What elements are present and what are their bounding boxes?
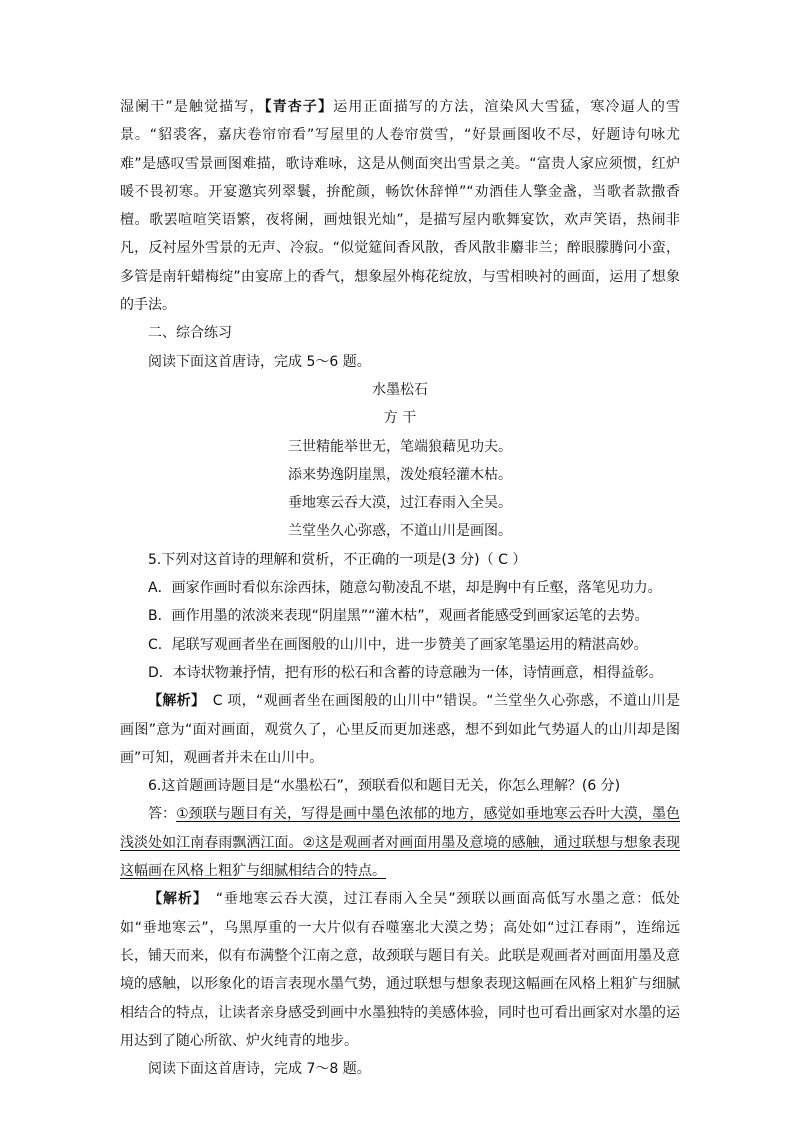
- poem-author: 方 干: [383, 410, 417, 427]
- reading-instruction: 阅读下面这首唐诗，完成 7～8 题。: [148, 1061, 371, 1078]
- question-6-answer: [120, 800, 680, 885]
- section-heading: 二、综合练习: [148, 325, 232, 342]
- analysis-paragraph: [120, 93, 680, 319]
- analysis-label: 【解析】: [148, 891, 201, 908]
- poem: [120, 376, 680, 546]
- document-page: [120, 93, 680, 1083]
- option-d: D．本诗状物兼抒情，把有形的松石和含蓄的诗意融为一体，诗情画意，相得益彰。: [148, 664, 663, 681]
- poem-line: 添来势逸阴崖黑，泼处痕轻灌木枯。: [288, 466, 512, 483]
- option-b: B．画作用墨的浓淡来表现“阴崖黑”“灌木枯”，观画者能感受到画家运笔的去势。: [148, 608, 649, 625]
- text-run: 湿阑干”是触觉描写，: [120, 99, 265, 115]
- analysis-text: C 项，“观画者坐在画图般的山川中”错误。“兰堂坐久心弥惑，不道山川是画图”意为“面对画面，观赏久了，心里反而更加迷惑，想不到如此气势逼人的山川却是图画”可知，观画者并未在山川中。: [120, 693, 681, 766]
- analysis-label: 【解析】: [148, 693, 199, 710]
- question-5-stem: 5.下列对这首诗的理解和赏析，不正确的一项是(3 分)（ C ）: [148, 551, 527, 568]
- reading-instruction: 阅读下面这首唐诗，完成 5～6 题。: [148, 353, 371, 370]
- poem-line: 兰堂坐久心弥惑，不道山川是画图。: [288, 523, 512, 540]
- poem-title: 水墨松石: [372, 381, 428, 398]
- text-run: 运用正面描写的方法，渲染风大雪猛，寒冷逼人的雪景。“貂裘客，嘉庆卷帘帘看”写屋里的人卷帘赏雪，“好景画图收不尽，好题诗句咏尤难”是感叹雪景画图难描，歌诗难咏，这是从侧面突出雪景之美。“富贵人家应须惯，红炉暖不畏初寒。开宴邀宾列翠鬟，拚酡颜，畅饮休辞惮”“劝酒佳人擎金盏，当歌者款撒香檀。歌罢喧喧笑语繁，夜将阑，画烛银光灿”，是描写屋内歌舞宴饮，欢声笑语，热闹非凡，反衬屋外雪景的无声、冷寂。“似觉筵间香风散，香风散非麝非兰；醉眼朦腾问小蛮，多管是南轩蜡梅绽”由宴席上的香气，想象屋外梅花绽放，与雪相映衬的画面，运用了想象的手法。: [120, 99, 681, 314]
- analysis-text: “垂地寒云吞大漠，过江春雨入全吴”颈联以画面高低写水墨之意：低处如“垂地寒云”，乌黑厚重的一大片似有吞噬塞北大漠之势；高处如“过江春雨”，连绵远长，铺天而来，似有布满整个江南之意，故颈联与题目有关。此联是观画者对画面用墨及意境的感触，以形象化的语言表现水墨气势，通过联想与想象表现这幅画在风格上粗犷与细腻相结合的特点，让读者亲身感受到画中水墨独特的美感体验，同时也可看出画家对水墨的运用达到了随心所欲、炉火纯青的地步。: [120, 891, 681, 1049]
- question-6-stem: 6.这首题画诗题目是“水墨松石”，颈联看似和题目无关，你怎么理解？(6 分): [148, 778, 621, 795]
- poem-line: 三世精能举世无，笔端狼藉见功夫。: [288, 438, 512, 455]
- song-title-bracket: 【青杏子】: [264, 99, 334, 115]
- poem-line: 垂地寒云吞大漠，过江春雨入全吴。: [288, 495, 512, 512]
- question-6-analysis: [120, 885, 680, 1055]
- question-5-analysis: [120, 687, 680, 772]
- option-c: C．尾联写观画者坐在画图般的山川中，进一步赞美了画家笔墨运用的精湛高妙。: [148, 636, 648, 653]
- option-a: A．画家作画时看似东涂西抹，随意勾勒凌乱不堪，却是胸中有丘壑，落笔见功力。: [148, 580, 662, 597]
- answer-text: ①颈联与题目有关，写得是画中墨色浓郁的地方，感觉如垂地寒云吞叶大漠，墨色浅淡处如江南春雨飘洒江面。②这是观画者对画面用墨及意境的感触，通过联想与想象表现这幅画在风格上粗犷与细腻相结合的特点。: [120, 806, 680, 880]
- answer-label: 答：: [148, 806, 177, 823]
